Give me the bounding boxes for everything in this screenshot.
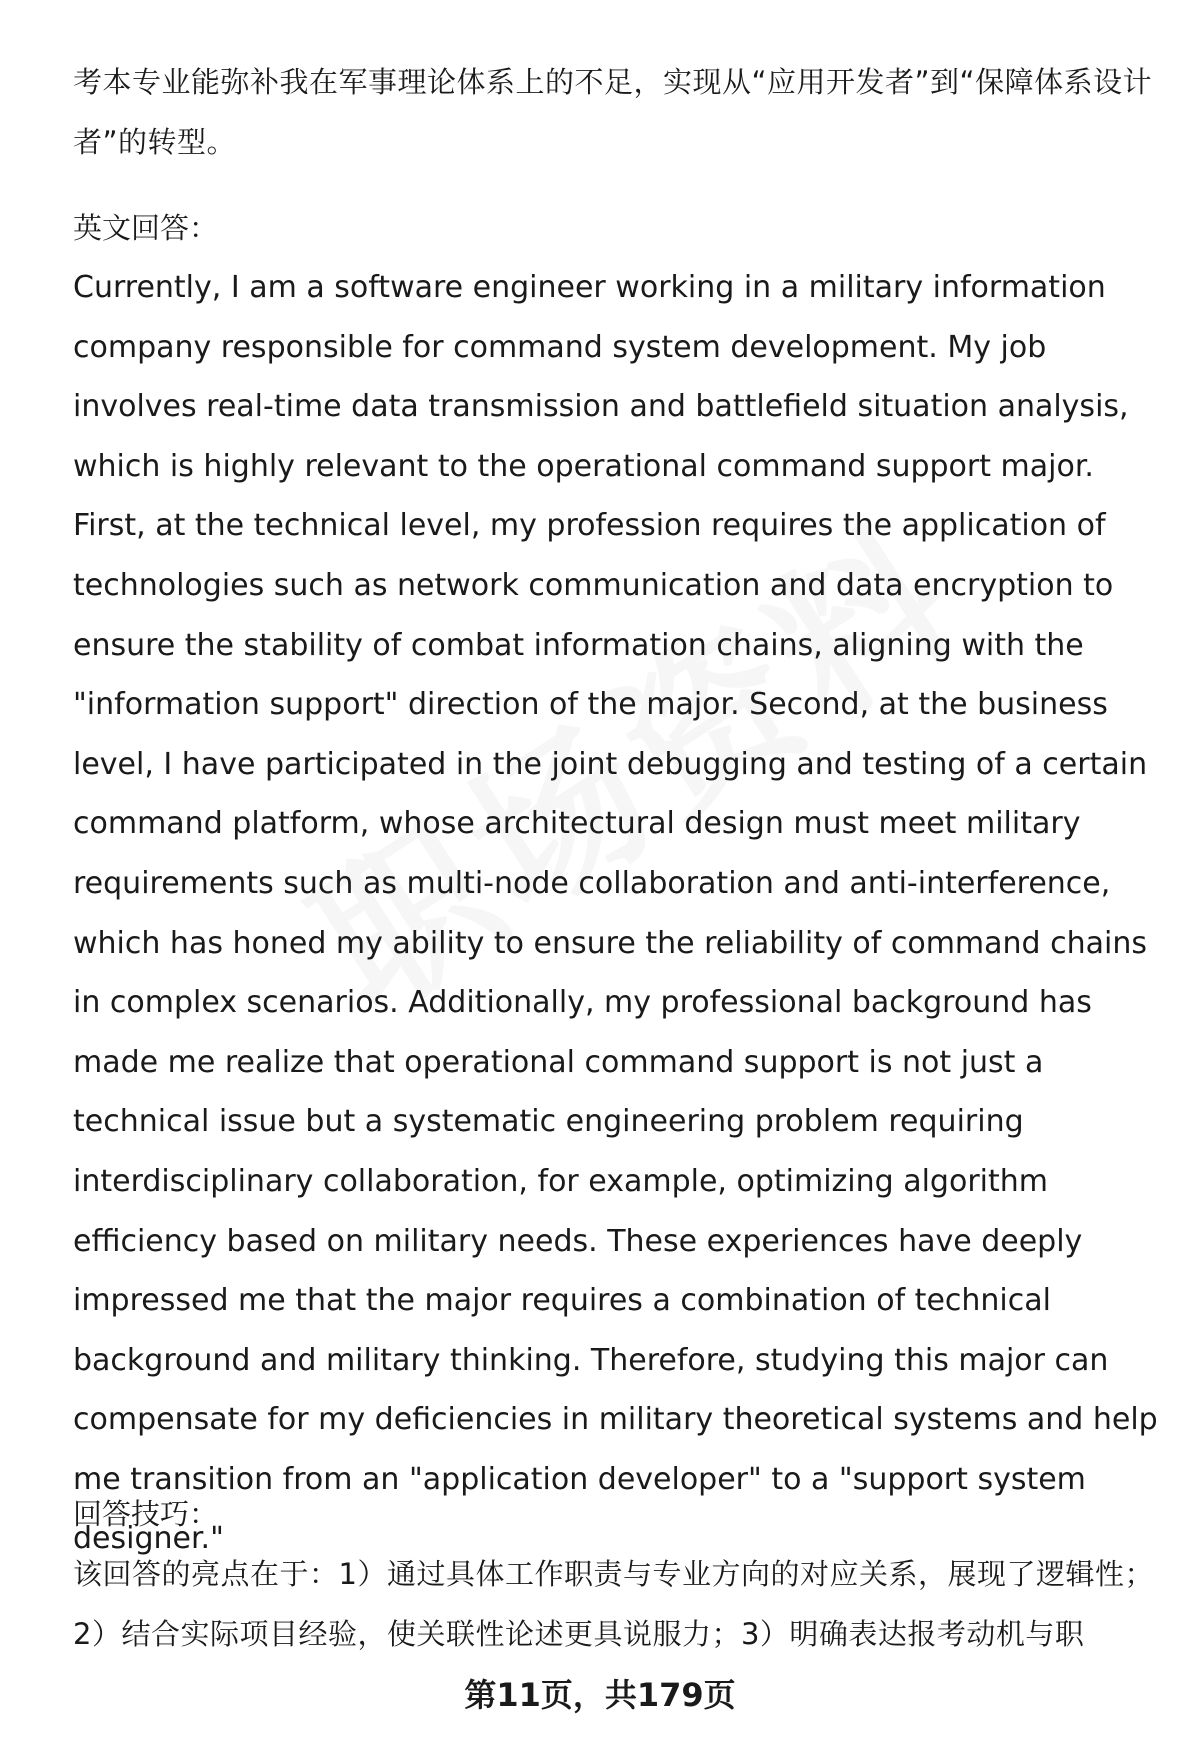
english-label: 英文回答： (73, 211, 219, 245)
intro-continuation-paragraph (73, 52, 1163, 172)
english-answer-text: Currently, I am a software engineer working in a military information company responsible for command system development. My job involves real-time data transmission and battlefield situation analysis, which is highly relevant to the operational command support major. First, at the technical level, my profession requires the application of technologies such as network communication and data encryption to ensure the stability of combat information chains, aligning with the "information support" direction of the major. Second, at the business level, I have participated in the joint debugging and testing of a certain command platform, whose architectural design must meet military requirements such as multi-node collaboration and anti-interference, which has honed my ability to ensure the reliability of command chains in complex scenarios. Additionally, my professional background has made me realize that operational command support is not just a technical issue but a systematic engineering problem requiring interdisciplinary collaboration, for example, optimizing algorithm efficiency based on military needs. These experiences have deeply impressed me that the major requires a combination of technical background and military thinking. Therefore, studying this major can compensate for my deficiencies in military theoretical systems and help me transition from an "application developer" to a "support system designer." (73, 270, 1158, 1557)
english-answer-heading (73, 198, 1163, 258)
tips-label: 回答技巧： (73, 1497, 219, 1531)
page-number-footer: 第11页，共179页 (464, 1676, 736, 1714)
tips-paragraph (73, 1544, 1163, 1664)
intro-continuation-text: 考本专业能弥补我在军事理论体系上的不足，实现从“应用开发者”到“保障体系设计者”的转型。 (73, 65, 1153, 159)
tips-text: 该回答的亮点在于：1）通过具体工作职责与专业方向的对应关系，展现了逻辑性；2）结合实际项目经验，使关联性论述更具说服力；3）明确表达报考动机与职 (73, 1557, 1154, 1651)
tips-heading (73, 1484, 1163, 1544)
english-answer-paragraph (73, 258, 1163, 1569)
